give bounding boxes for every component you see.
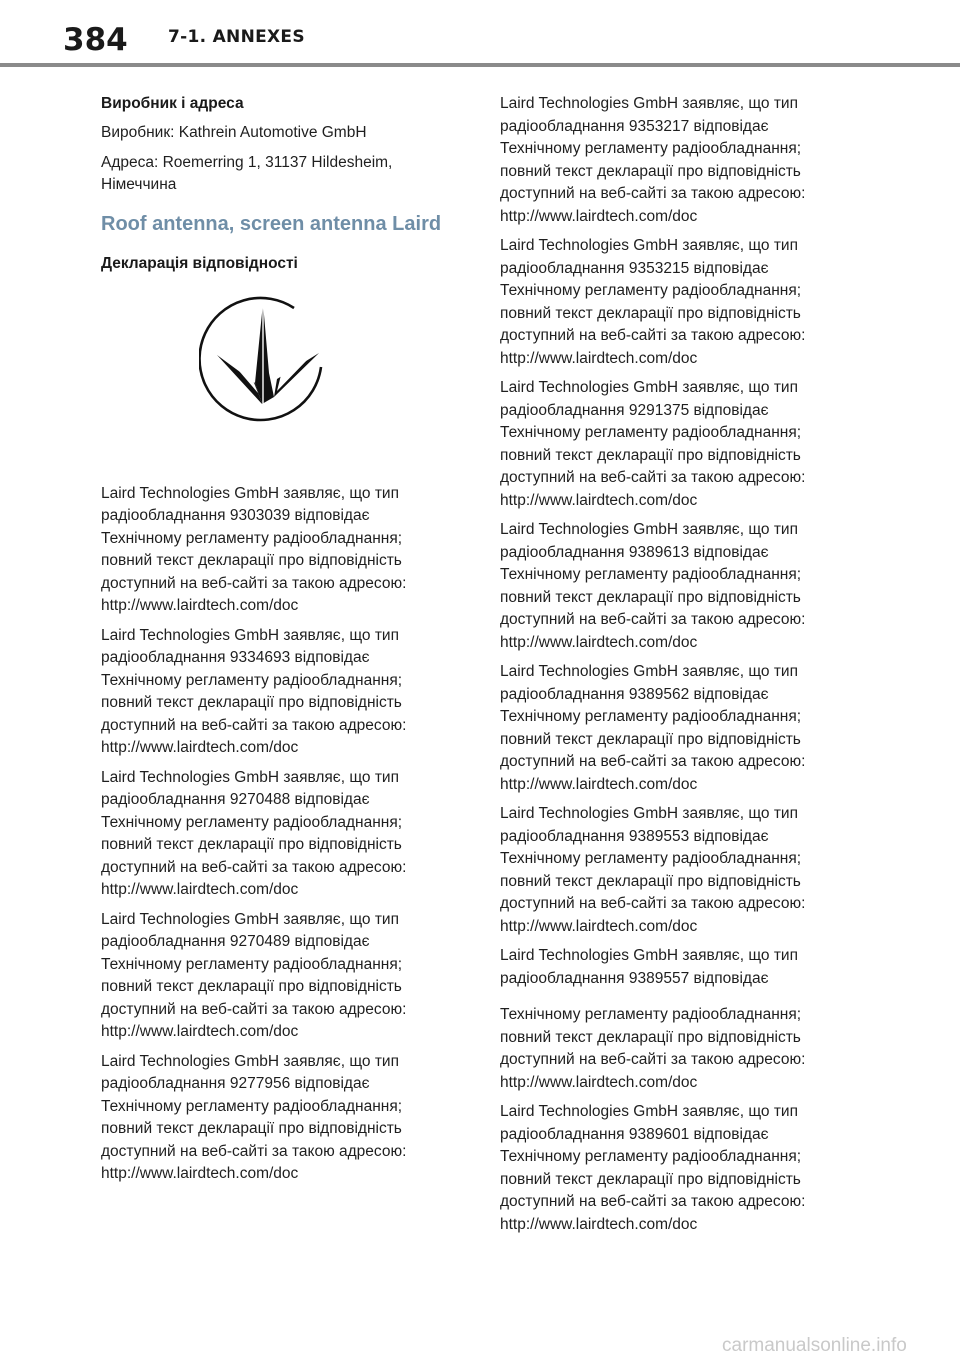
declaration-url: http://www.lairdtech.com/doc [500, 917, 698, 935]
declaration-block [101, 767, 451, 902]
declaration-line: повний текст декларації про відповідність [500, 446, 801, 464]
watermark: carmanualsonline.info [722, 1335, 907, 1356]
declaration-line: Технічному регламенту радіообладнання; [101, 671, 403, 689]
address-line-2: Німеччина [101, 176, 177, 193]
declaration-line: доступний на веб-сайті за такою адресою: [500, 1193, 806, 1210]
declaration-line: повний текст декларації про відповідність [500, 730, 801, 748]
declaration-line: Laird Technologies GmbH заявляє, що тип [500, 1103, 798, 1120]
left-column [101, 93, 451, 1193]
declaration-url: http://www.lairdtech.com/doc [101, 1165, 299, 1182]
declaration-line: Laird Technologies GmbH заявляє, що тип [101, 768, 399, 786]
declaration-line: Laird Technologies GmbH заявляє, що тип [500, 521, 798, 538]
declaration-line: повний текст декларації про відповідність [500, 872, 801, 890]
declaration-line: радіообладнання 9389613 відповідає [500, 543, 769, 561]
declaration-block [500, 945, 840, 1094]
declaration-line: доступний на веб-сайті за такою адресою: [500, 1051, 806, 1068]
declaration-line: Технічному регламенту радіообладнання; [101, 813, 403, 831]
declaration-line: доступний на веб-сайті за такою адресою: [500, 611, 806, 628]
declaration-block [500, 519, 840, 654]
declaration-url: http://www.lairdtech.com/doc [101, 881, 299, 898]
conformity-mark [101, 283, 451, 473]
declaration-block [101, 625, 451, 760]
declaration-line: Laird Technologies GmbH заявляє, що тип [500, 663, 798, 680]
address-line-1: Адреса: Roemerring 1, 31137 Hildesheim, [101, 153, 393, 171]
declaration-line: радіообладнання 9353217 відповідає [500, 117, 769, 135]
declaration-line: Технічному регламенту радіообладнання; [500, 1006, 802, 1023]
page-header [0, 0, 960, 70]
manufacturer-heading: Виробник і адреса [101, 95, 244, 112]
declaration-line: доступний на веб-сайті за такою адресою: [101, 1142, 407, 1160]
declaration-line: радіообладнання 9389557 відповідає [500, 969, 769, 987]
declaration-url: http://www.lairdtech.com/doc [101, 1023, 299, 1040]
declaration-line: повний текст декларації про відповідність [500, 1170, 801, 1188]
declaration-line: Laird Technologies GmbH заявляє, що тип [500, 947, 798, 964]
declaration-url: http://www.lairdtech.com/doc [101, 739, 299, 756]
declaration-line: Технічному регламенту радіообладнання; [500, 850, 802, 867]
declaration-line: радіообладнання 9334693 відповідає [101, 649, 370, 666]
manufacturer-line: Виробник: Kathrein Automotive GmbH [101, 124, 367, 141]
declaration-url: http://www.lairdtech.com/doc [500, 349, 698, 367]
declaration-url: http://www.lairdtech.com/doc [500, 775, 698, 793]
declaration-line: радіообладнання 9353215 відповідає [500, 259, 769, 277]
declaration-line: доступний на веб-сайті за такою адресою: [101, 858, 407, 876]
declaration-line: Технічному регламенту радіообладнання; [500, 1148, 802, 1165]
declaration-block [101, 1051, 451, 1186]
declaration-line: радіообладнання 9389601 відповідає [500, 1125, 769, 1143]
declaration-line: радіообладнання 9389562 відповідає [500, 685, 769, 703]
declaration-line: радіообладнання 9303039 відповідає [101, 507, 370, 524]
declaration-block [500, 93, 840, 228]
declaration-line: доступний на веб-сайті за такою адресою: [101, 716, 407, 734]
right-column [500, 93, 840, 1243]
declaration-line: Laird Technologies GmbH заявляє, що тип [500, 237, 798, 254]
declaration-url: http://www.lairdtech.com/doc [500, 633, 698, 651]
declaration-line: Технічному регламенту радіообладнання; [101, 1097, 403, 1115]
declaration-block [500, 377, 840, 512]
declaration-line: Технічному регламенту радіообладнання; [500, 282, 802, 299]
declaration-url: http://www.lairdtech.com/doc [500, 1073, 698, 1091]
declaration-block [500, 1101, 840, 1236]
declaration-line: Laird Technologies GmbH заявляє, що тип [500, 379, 798, 396]
declaration-line: повний текст декларації про відповідність [500, 588, 801, 606]
declaration-url: http://www.lairdtech.com/doc [500, 1215, 698, 1233]
left-declarations [101, 483, 451, 1186]
declaration-block [101, 483, 451, 618]
declaration-line: Laird Technologies GmbH заявляє, що тип [101, 484, 399, 502]
ukrainian-conformity-mark-icon [199, 295, 329, 425]
header-rule [0, 63, 960, 67]
declaration-line: Laird Technologies GmbH заявляє, що тип [101, 1052, 399, 1070]
declaration-line: Технічному регламенту радіообладнання; [500, 140, 802, 157]
declaration-line: радіообладнання 9270489 відповідає [101, 933, 370, 950]
declaration-line: повний текст декларації про відповідність [101, 694, 402, 711]
declaration-line: повний текст декларації про відповідність [500, 1028, 801, 1046]
declaration-url: http://www.lairdtech.com/doc [500, 491, 698, 509]
declaration-line: повний текст декларації про відповідність [500, 162, 801, 180]
declaration-line: Laird Technologies GmbH заявляє, що тип [500, 95, 798, 112]
declaration-line: Технічному регламенту радіообладнання; [500, 708, 802, 725]
declaration-line: Технічному регламенту радіообладнання; [500, 566, 802, 583]
declaration-line: Технічному регламенту радіообладнання; [101, 529, 403, 547]
declaration-line: радіообладнання 9270488 відповідає [101, 791, 370, 808]
declaration-url: http://www.lairdtech.com/doc [500, 207, 698, 225]
declaration-line: Технічному регламенту радіообладнання; [101, 955, 403, 973]
declaration-block [500, 803, 840, 938]
declaration-line: доступний на веб-сайті за такою адресою: [500, 753, 806, 770]
declaration-line: повний текст декларації про відповідність [500, 304, 801, 322]
declaration-line: повний текст декларації про відповідність [101, 552, 402, 569]
declaration-line: доступний на веб-сайті за такою адресою: [500, 327, 806, 344]
declaration-line: доступний на веб-сайті за такою адресою: [101, 1000, 407, 1018]
declaration-line: Laird Technologies GmbH заявляє, що тип [500, 805, 798, 822]
declaration-line: повний текст декларації про відповідність [101, 978, 402, 995]
declaration-block [101, 909, 451, 1044]
declaration-line: радіообладнання 9291375 відповідає [500, 401, 769, 419]
declaration-line: доступний на веб-сайті за такою адресою: [500, 895, 806, 912]
section-title: 7-1. ANNEXES [168, 27, 305, 47]
page-number: 384 [63, 22, 128, 58]
declaration-line: повний текст декларації про відповідність [101, 836, 402, 853]
declaration-line: Технічному регламенту радіообладнання; [500, 424, 802, 441]
declaration-block [500, 235, 840, 370]
laird-antenna-heading: Roof antenna, screen antenna Laird [101, 212, 442, 235]
declaration-line: повний текст декларації про відповідність [101, 1120, 402, 1137]
declaration-line: радіообладнання 9389553 відповідає [500, 827, 769, 845]
address-paragraph [101, 152, 451, 197]
declaration-url: http://www.lairdtech.com/doc [101, 597, 299, 614]
declaration-line: доступний на веб-сайті за такою адресою: [500, 469, 806, 486]
declaration-line: доступний на веб-сайті за такою адресою: [101, 574, 407, 592]
declaration-block [500, 661, 840, 796]
declaration-line: доступний на веб-сайті за такою адресою: [500, 185, 806, 202]
declaration-line: Laird Technologies GmbH заявляє, що тип [101, 626, 399, 644]
declaration-heading: Декларація відповідності [101, 254, 298, 272]
declaration-line: радіообладнання 9277956 відповідає [101, 1075, 370, 1092]
declaration-line: Laird Technologies GmbH заявляє, що тип [101, 910, 399, 928]
